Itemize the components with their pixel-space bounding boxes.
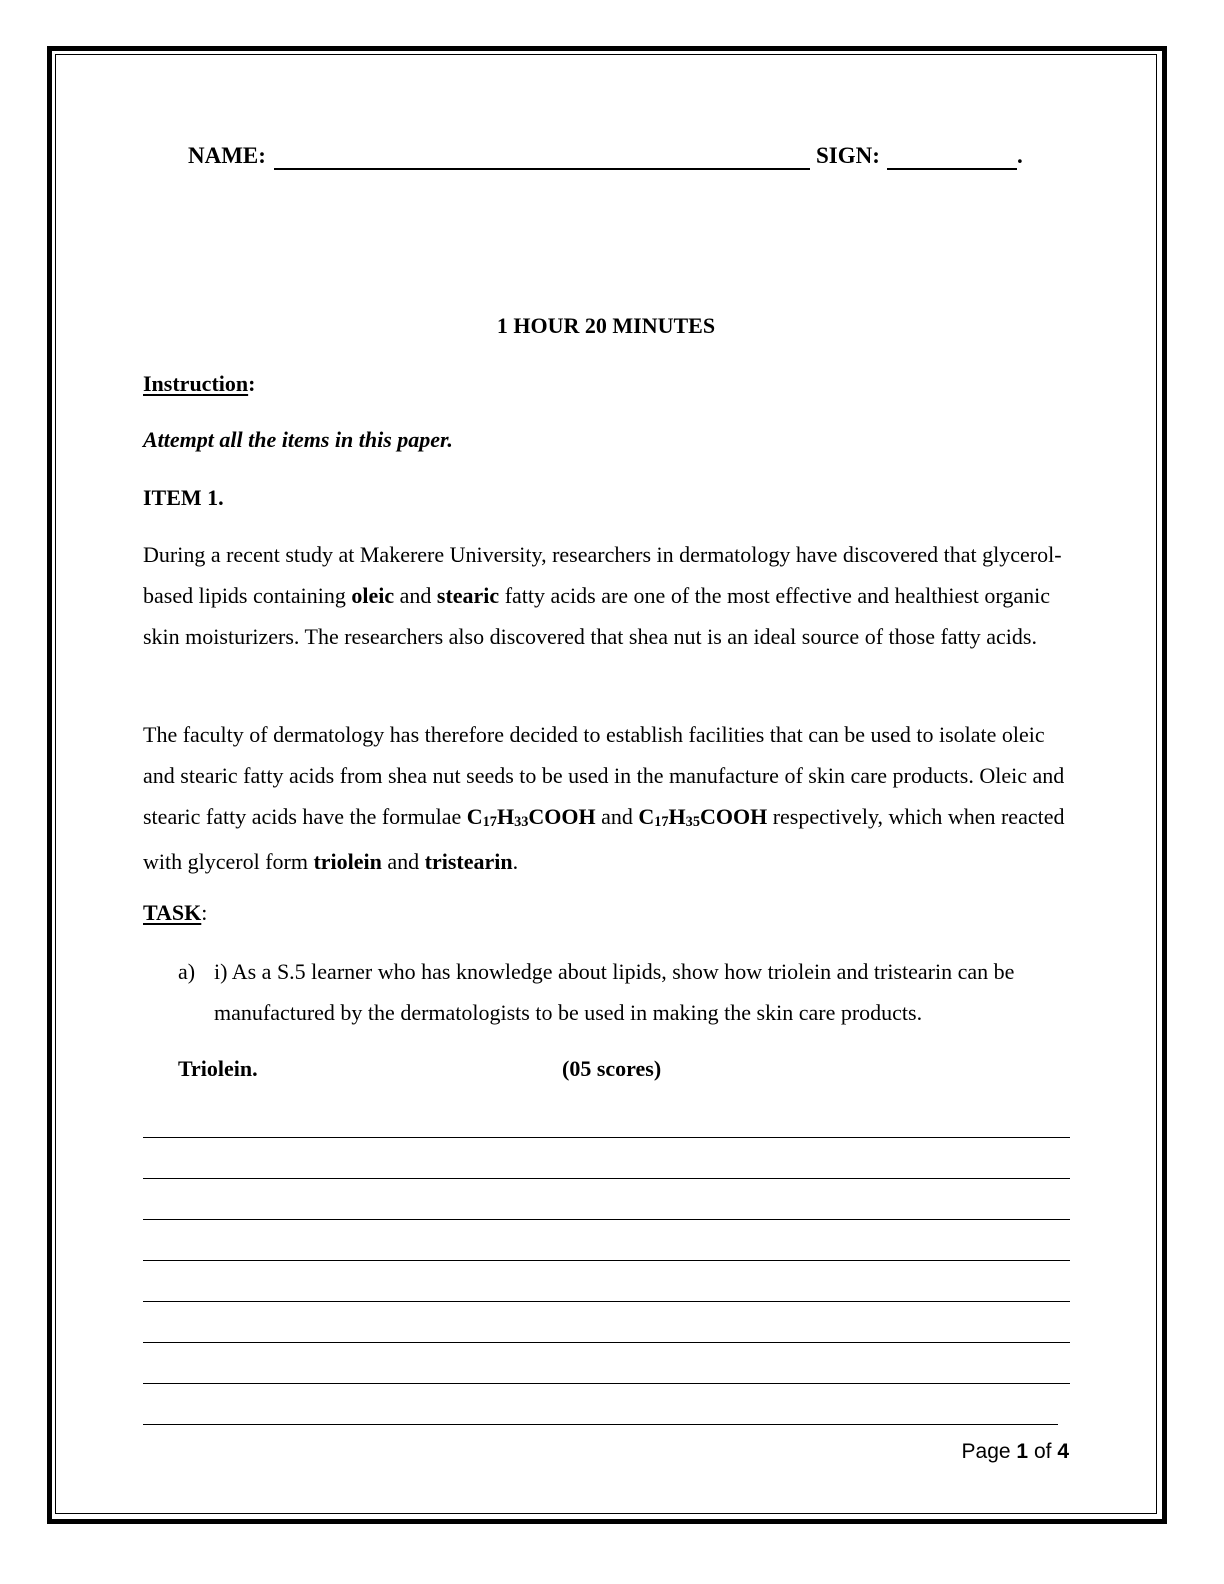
formula-oleic: $C_{17}H_{33}COOH$ xyxy=(466,804,596,830)
para1-bold-oleic: oleic xyxy=(351,583,395,608)
task-label: TASK xyxy=(143,900,202,925)
item-paragraph-1 xyxy=(143,534,1073,657)
task-colon: : xyxy=(201,900,208,925)
answer-line[interactable] xyxy=(143,1424,1058,1425)
para2-text-3: respectively, which when reacted with glycerol form xyxy=(143,804,1065,874)
para2-text-1: The faculty of dermatology has therefore decided to establish facilities that can be used to isolate oleic and stearic fatty acids from shea nut seeds to be used in the manufacture of skin care products. Oleic and stearic fatty acids have the formulae xyxy=(143,722,1065,829)
answer-line[interactable] xyxy=(143,1178,1070,1179)
para2-bold-triolein: triolein xyxy=(313,849,382,874)
instruction-text: Attempt all the items in this paper. xyxy=(143,427,453,452)
answer-line[interactable] xyxy=(143,1219,1070,1220)
task-scores: (05 scores) xyxy=(562,1056,662,1081)
answer-line[interactable] xyxy=(143,1301,1070,1302)
para2-text-2: and xyxy=(595,804,639,829)
formula-stearic: $C_{17}H_{35}COOH$ xyxy=(638,804,768,830)
answer-line[interactable] xyxy=(143,1260,1070,1261)
para1-text-2: and xyxy=(394,583,437,608)
task-marker: a) xyxy=(178,959,196,984)
task-subheading: Triolein. xyxy=(178,1056,258,1081)
answer-line[interactable] xyxy=(143,1383,1070,1384)
name-label: NAME: xyxy=(188,143,266,168)
task-question xyxy=(214,951,1074,1033)
sign-field[interactable] xyxy=(887,168,1017,170)
page-number: Page 1 of 4 xyxy=(961,1440,1069,1463)
para1-text-1: During a recent study at Makerere University, researchers in dermatology have discovered that glycerol-based lipids containing xyxy=(143,542,1062,608)
item-paragraph-2 xyxy=(143,714,1078,882)
para2-text-5: . xyxy=(512,849,519,874)
para2-bold-tristearin: tristearin xyxy=(424,849,513,874)
para2-text-4: and xyxy=(381,849,425,874)
name-field[interactable] xyxy=(274,168,810,170)
instruction-heading xyxy=(143,371,255,397)
task-heading xyxy=(143,900,207,926)
sign-end-mark: . xyxy=(1017,143,1023,168)
answer-line[interactable] xyxy=(143,1137,1070,1138)
item-title: ITEM 1. xyxy=(143,485,224,510)
sign-label: SIGN: xyxy=(816,143,880,168)
task-question-text: i) As a S.5 learner who has knowledge about lipids, show how triolein and tristearin can be manufactured by the dermatologists to be used in making the skin care products. xyxy=(214,959,1015,1025)
instruction-label: Instruction xyxy=(143,371,249,396)
para1-bold-stearic: stearic xyxy=(436,583,500,608)
instruction-colon: : xyxy=(248,371,256,396)
para1-text-3: fatty acids are one of the most effective and healthiest organic skin moisturizers. The researchers also discovered that shea nut is an ideal source of those fatty acids. xyxy=(143,583,1050,649)
answer-line[interactable] xyxy=(143,1342,1070,1343)
exam-duration: 1 HOUR 20 MINUTES xyxy=(496,313,716,338)
